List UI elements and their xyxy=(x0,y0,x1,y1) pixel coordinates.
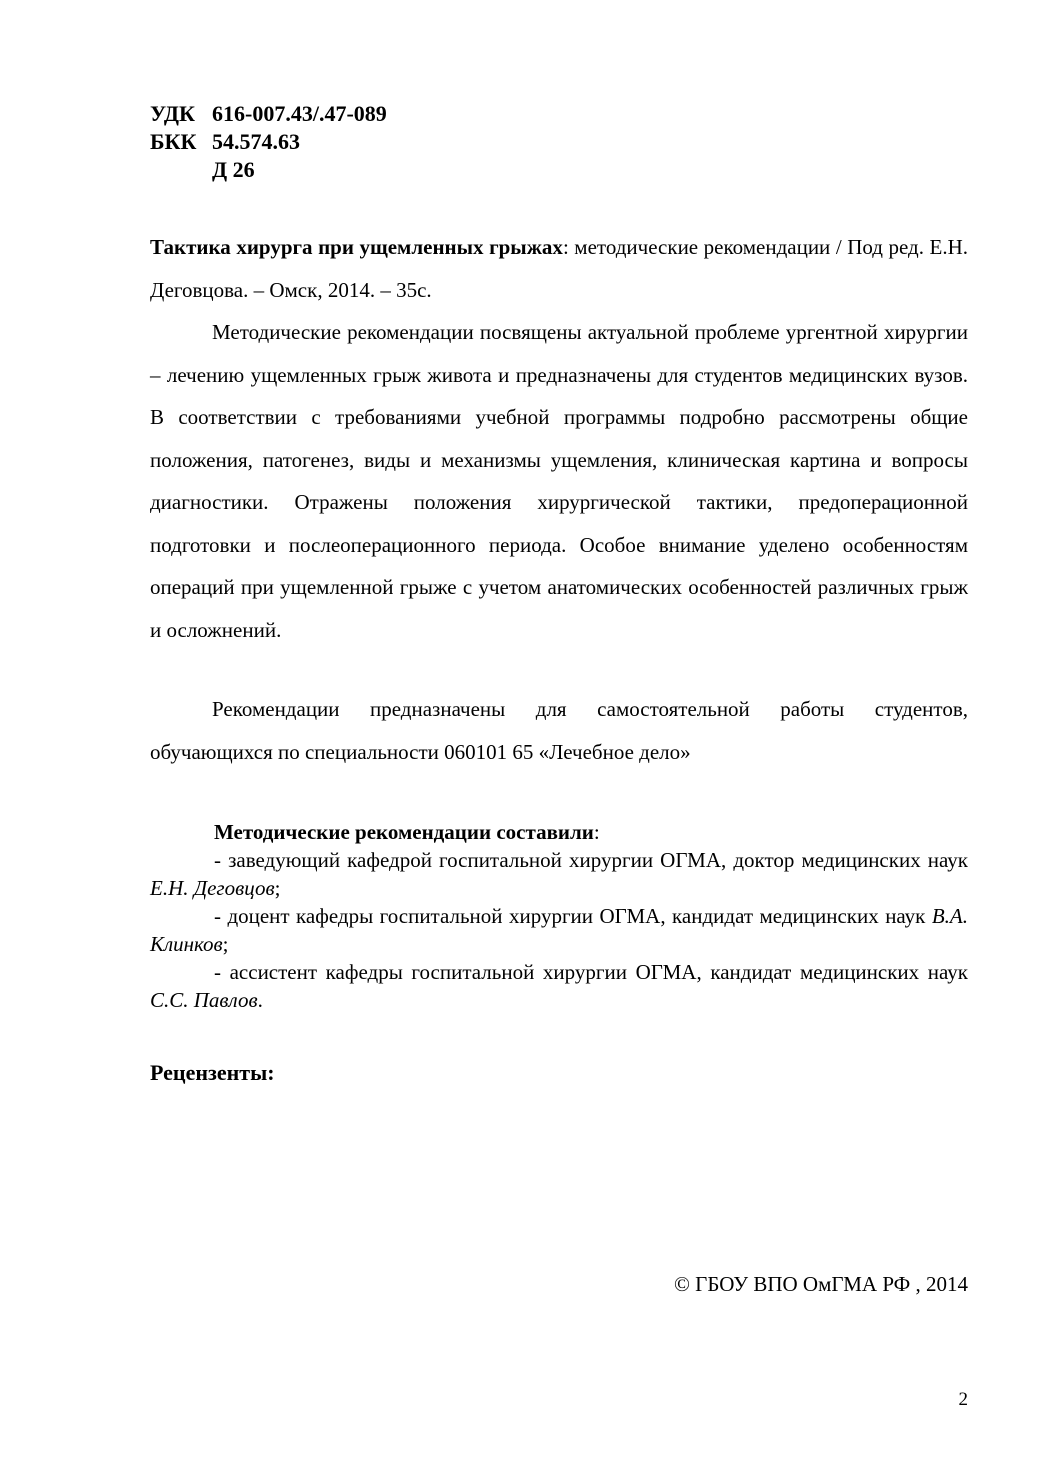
compiler-item: - ассистент кафедры госпитальной хирургии ОГМА, кандидат медицинских наук С.С. Павлов. xyxy=(150,960,968,1012)
compilers-block xyxy=(150,818,968,1014)
bbk-label: БКК xyxy=(150,129,197,154)
compilers-heading-line: Методические рекомендации составили: xyxy=(214,820,600,844)
page-number: 2 xyxy=(958,1389,968,1410)
classification-block xyxy=(150,100,387,184)
compiler-name: Е.Н. Деговцов xyxy=(150,876,275,900)
compiler-item: - заведующий кафедрой госпитальной хирургии ОГМА, доктор медицинских наук Е.Н. Деговцов; xyxy=(150,848,968,900)
compiler-name: С.С. Павлов xyxy=(150,988,258,1012)
udk-line xyxy=(150,100,387,128)
udk-value: 616-007.43/.47-089 xyxy=(212,101,387,126)
compiler-item: - доцент кафедры госпитальной хирургии ОГМА, кандидат медицинских наук В.А. Клинков; xyxy=(150,904,968,956)
bibliographic-record xyxy=(150,226,968,311)
annotation-paragraph: Методические рекомендации посвящены актуальной проблеме ургентной хирургии – лечению ущемленных грыж живота и предназначены для студентов медицинских вузов. В соответствии с требованиями учебной программы подробно рассмотрены общие положения, патогенез, виды и механизмы ущемления, клиническая картина и вопросы диагностики. Отражены положения хирургической тактики, предоперационной подготовки и послеоперационного периода. Особое внимание уделено особенностям операций при ущемленной грыже с учетом анатомических особенностей различных грыж и осложнений. xyxy=(150,320,968,642)
bibliographic-details: : методические рекомендации / Под ред. Е.Н. Деговцова. – Омск, 2014. – 35с. xyxy=(150,235,968,302)
bbk-value: 54.574.63 xyxy=(212,129,300,154)
recommendation-paragraph: Рекомендации предназначены для самостоятельной работы студентов, обучающихся по специальности 060101 65 «Лечебное дело» xyxy=(150,697,968,764)
author-mark-line xyxy=(150,156,387,184)
compilers-heading: Методические рекомендации составили xyxy=(214,820,594,844)
compiler-name: В.А. Клинков xyxy=(150,904,968,956)
copyright-notice: © ГБОУ ВПО ОмГМА РФ , 2014 xyxy=(673,1272,968,1296)
reviewers-heading: Рецензенты: xyxy=(150,1060,275,1085)
author-mark: Д 26 xyxy=(212,157,255,182)
udk-label: УДК xyxy=(150,101,196,126)
book-title: Тактика хирурга при ущемленных грыжах xyxy=(150,235,563,259)
bbk-line xyxy=(150,128,387,156)
